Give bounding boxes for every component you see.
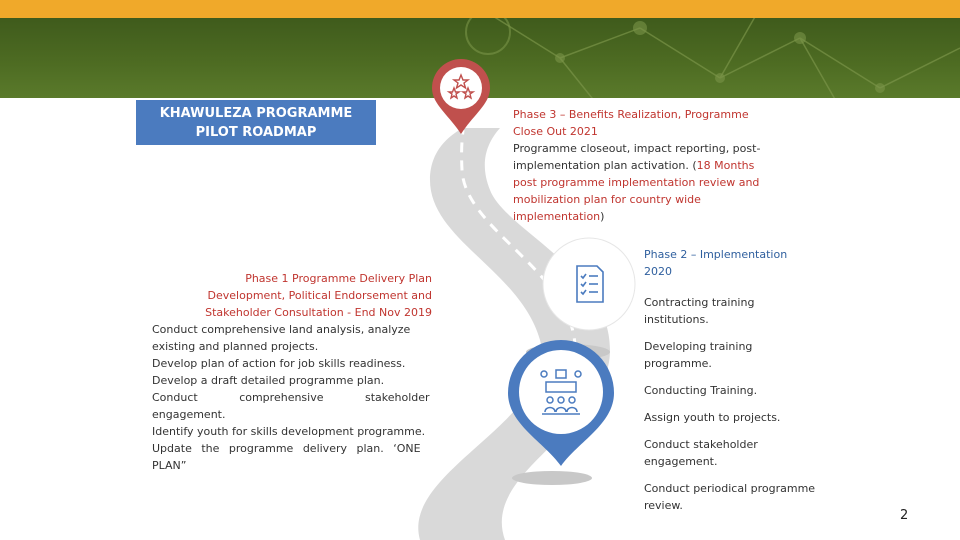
roadmap-title — [136, 100, 376, 145]
phase1-heading-1: Phase 1 Programme Delivery Plan — [245, 272, 432, 285]
phase1-body-1: Conduct comprehensive land analysis, analyze — [152, 323, 411, 336]
phase2-description — [644, 246, 829, 524]
phase2-item: Contracting training institutions. — [644, 296, 755, 326]
phase2-item: Conducting Training. — [644, 384, 758, 397]
phase2-team-pin — [506, 338, 616, 468]
phase1-body-2: existing and planned projects. — [152, 340, 319, 353]
title-line-2: PILOT ROADMAP — [195, 125, 317, 140]
phase3-body-1: Programme closeout, impact reporting, post- — [513, 142, 761, 155]
phase1-body-9: PLAN” — [152, 459, 187, 472]
phase1-body-5: Conduct comprehensive stakeholder — [152, 391, 430, 404]
phase1-body-8: Update the programme delivery plan. ‘ONE — [152, 442, 421, 455]
phase1-body-3: Develop plan of action for job skills readiness. — [152, 357, 406, 370]
title-line-1: KHAWULEZA PROGRAMME — [159, 106, 353, 121]
phase1-body-6: engagement. — [152, 408, 226, 421]
phase2-heading-2: 2020 — [644, 265, 672, 278]
page-number: 2 — [900, 508, 909, 523]
phase2-item: Assign youth to projects. — [644, 411, 781, 424]
phase3-description — [513, 106, 777, 225]
phase3-body-3: post programme implementation review and — [513, 176, 760, 189]
phase2-item: Developing training programme. — [644, 340, 753, 370]
phase3-close-paren: ) — [600, 210, 605, 223]
phase3-heading-1: Phase 3 – Benefits Realization, Programme — [513, 108, 749, 121]
phase3-heading-2: Close Out 2021 — [513, 125, 598, 138]
phase2-item: Conduct stakeholder engagement. — [644, 438, 758, 468]
phase1-body-7: Identify youth for skills development programme. — [152, 425, 426, 438]
phase1-heading-3: Stakeholder Consultation - End Nov 2019 — [205, 306, 432, 319]
phase3-body-5: implementation — [513, 210, 601, 223]
phase3-body-4: mobilization plan for country wide — [513, 193, 701, 206]
phase3-bold: 18 Months — [696, 159, 755, 172]
phase1-body-4: Develop a draft detailed programme plan. — [152, 374, 385, 387]
phase1-heading-2: Development, Political Endorsement and — [207, 289, 432, 302]
phase3-body-2: implementation plan activation. ( — [513, 159, 697, 172]
phase2-checklist-marker — [541, 236, 637, 332]
phase2-item: Conduct periodical programme review. — [644, 482, 816, 512]
phase1-description — [152, 270, 432, 474]
phase2-heading-1: Phase 2 – Implementation — [644, 248, 788, 261]
phase3-pin — [430, 58, 492, 136]
